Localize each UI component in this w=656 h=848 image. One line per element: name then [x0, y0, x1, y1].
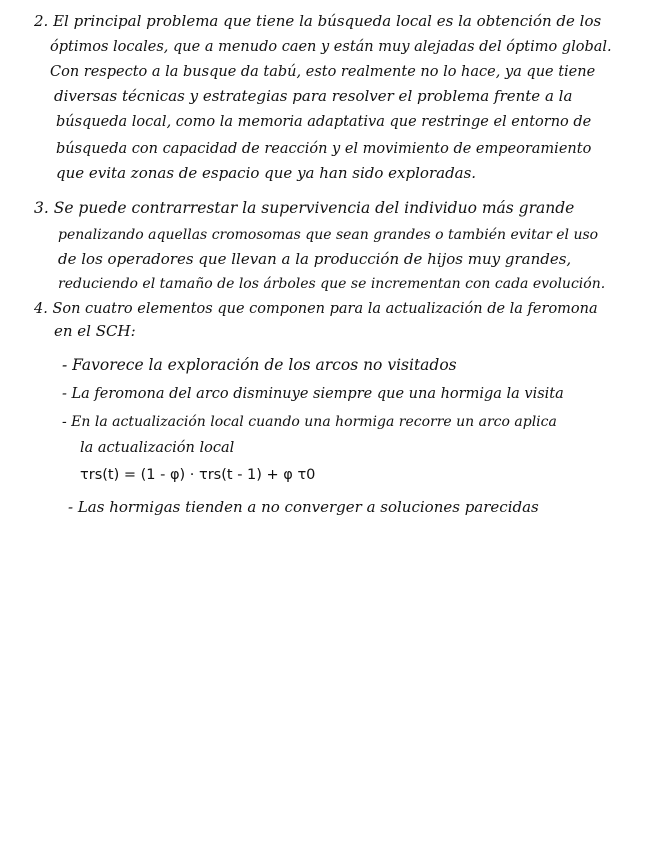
item2-line-1: 2. El principal problema que tiene la búsqueda local es la obtención de los — [34, 12, 602, 30]
item4-bullet-2: - La feromona del arco disminuye siempre que una hormiga la visita — [62, 386, 564, 402]
item3-line-3: de los operadores que llevan a la producción de hijos muy grandes, — [58, 250, 572, 268]
item4-line-1: 4. Son cuatro elementos que componen para la actualización de la feromona — [34, 301, 598, 317]
item4-bullet-4: - Las hormigas tienden a no converger a soluciones parecidas — [68, 498, 539, 516]
item2-line-2: óptimos locales, que a menudo caen y están muy alejadas del óptimo global. — [50, 39, 612, 55]
item2-line-6: búsqueda con capacidad de reacción y el movimiento de empeoramiento — [56, 141, 592, 157]
item2-line-5: búsqueda local, como la memoria adaptativa que restringe el entorno de — [56, 114, 592, 130]
item4-bullet-3-cont: la actualización local — [80, 440, 235, 456]
item3-line-1: 3. Se puede contrarrestar la supervivencia del individuo más grande — [34, 199, 575, 217]
item2-line-4: diversas técnicas y estrategias para resolver el problema frente a la — [54, 87, 573, 105]
item2-line-3: Con respecto a la busque da tabú, esto realmente no lo hace, ya que tiene — [50, 64, 596, 80]
item4-bullet-3: - En la actualización local cuando una hormiga recorre un arco aplica — [62, 414, 557, 430]
item4-line-2: en el SCH: — [54, 322, 136, 340]
item2-line-7: que evita zonas de espacio que ya han sido exploradas. — [56, 164, 477, 182]
item3-line-4: reduciendo el tamaño de los árboles que se incrementan con cada evolución. — [58, 276, 606, 292]
item3-line-2: penalizando aquellas cromosomas que sean grandes o también evitar el uso — [58, 227, 599, 243]
pheromone-update-formula: τrs(t) = (1 - φ) · τrs(t - 1) + φ τ0 — [80, 467, 316, 483]
item4-bullet-1: - Favorece la exploración de los arcos no visitados — [62, 356, 457, 374]
